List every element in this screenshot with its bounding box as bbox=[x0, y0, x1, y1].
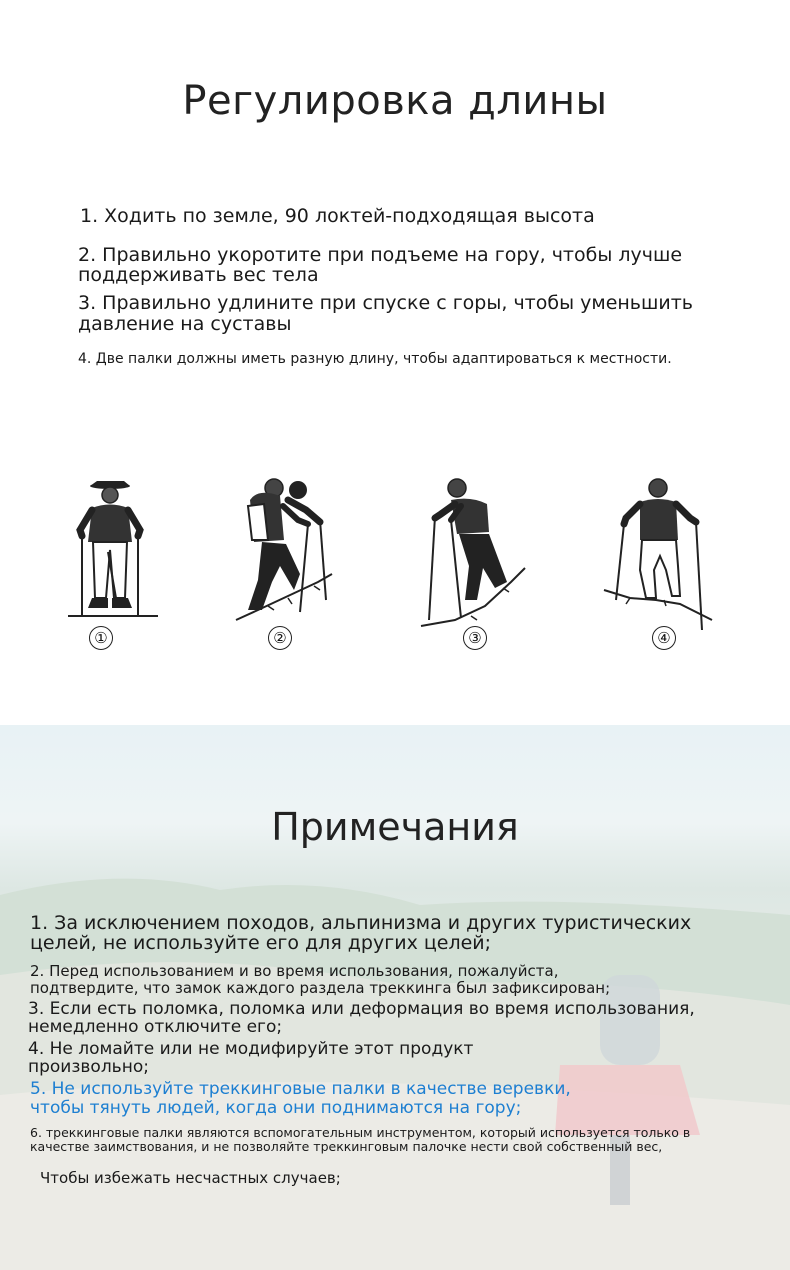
instruction-4: 4. Две палки должны иметь разную длину, чтобы адаптироваться к местности. bbox=[78, 351, 672, 367]
instruction-1: 1. Ходить по земле, 90 локтей-подходящая высота bbox=[80, 205, 595, 227]
section-title-length: Регулировка длины bbox=[182, 78, 608, 124]
note-2-line-1: 2. Перед использованием и во время использования, пожалуйста, bbox=[30, 962, 559, 980]
figure-number-1: ① bbox=[89, 626, 113, 650]
note-6-line-2: качестве заимствования, и не позволяйте треккинговым палочке нести свой собственный вес, bbox=[30, 1139, 663, 1154]
figure-number-2: ② bbox=[268, 626, 292, 650]
note-1-line-1: 1. За исключением походов, альпинизма и других туристических bbox=[30, 912, 692, 934]
figure-number-4: ④ bbox=[652, 626, 676, 650]
section-title-notes: Примечания bbox=[271, 805, 519, 849]
note-4-line-1: 4. Не ломайте или не модифируйте этот продукт bbox=[28, 1039, 474, 1059]
hiker-uphill-illustration bbox=[228, 470, 338, 630]
note-6-line-1: 6. треккинговые палки являются вспомогательным инструментом, который используется только в bbox=[30, 1125, 691, 1140]
instruction-3-line-1: 3. Правильно удлините при спуске с горы, чтобы уменьшить bbox=[78, 292, 694, 314]
hiker-downhill-illustration bbox=[415, 470, 530, 630]
note-3-line-2: немедленно отключите его; bbox=[28, 1017, 283, 1037]
note-3-line-1: 3. Если есть поломка, поломка или деформация во время использования, bbox=[28, 999, 695, 1019]
figure-number-3: ③ bbox=[463, 626, 487, 650]
notes-section bbox=[0, 725, 790, 1270]
note-1-line-2: целей, не используйте его для других целей; bbox=[30, 932, 492, 954]
instruction-2-line-1: 2. Правильно укоротите при подъеме на гору, чтобы лучше bbox=[78, 244, 683, 266]
note-6-line-3: Чтобы избежать несчастных случаев; bbox=[40, 1169, 341, 1187]
note-5-line-1: 5. Не используйте треккинговые палки в качестве веревки, bbox=[30, 1079, 571, 1099]
hiker-uneven-terrain-illustration bbox=[600, 470, 715, 630]
note-4-line-2: произвольно; bbox=[28, 1057, 149, 1077]
instruction-3-line-2: давление на суставы bbox=[78, 313, 292, 335]
note-2-line-2: подтвердите, что замок каждого раздела треккинга был зафиксирован; bbox=[30, 979, 611, 997]
instruction-2-line-2: поддерживать вес тела bbox=[78, 264, 319, 286]
note-5-line-2: чтобы тянуть людей, когда они поднимаются на гору; bbox=[30, 1098, 522, 1118]
hiker-flat-ground-illustration bbox=[60, 470, 170, 630]
